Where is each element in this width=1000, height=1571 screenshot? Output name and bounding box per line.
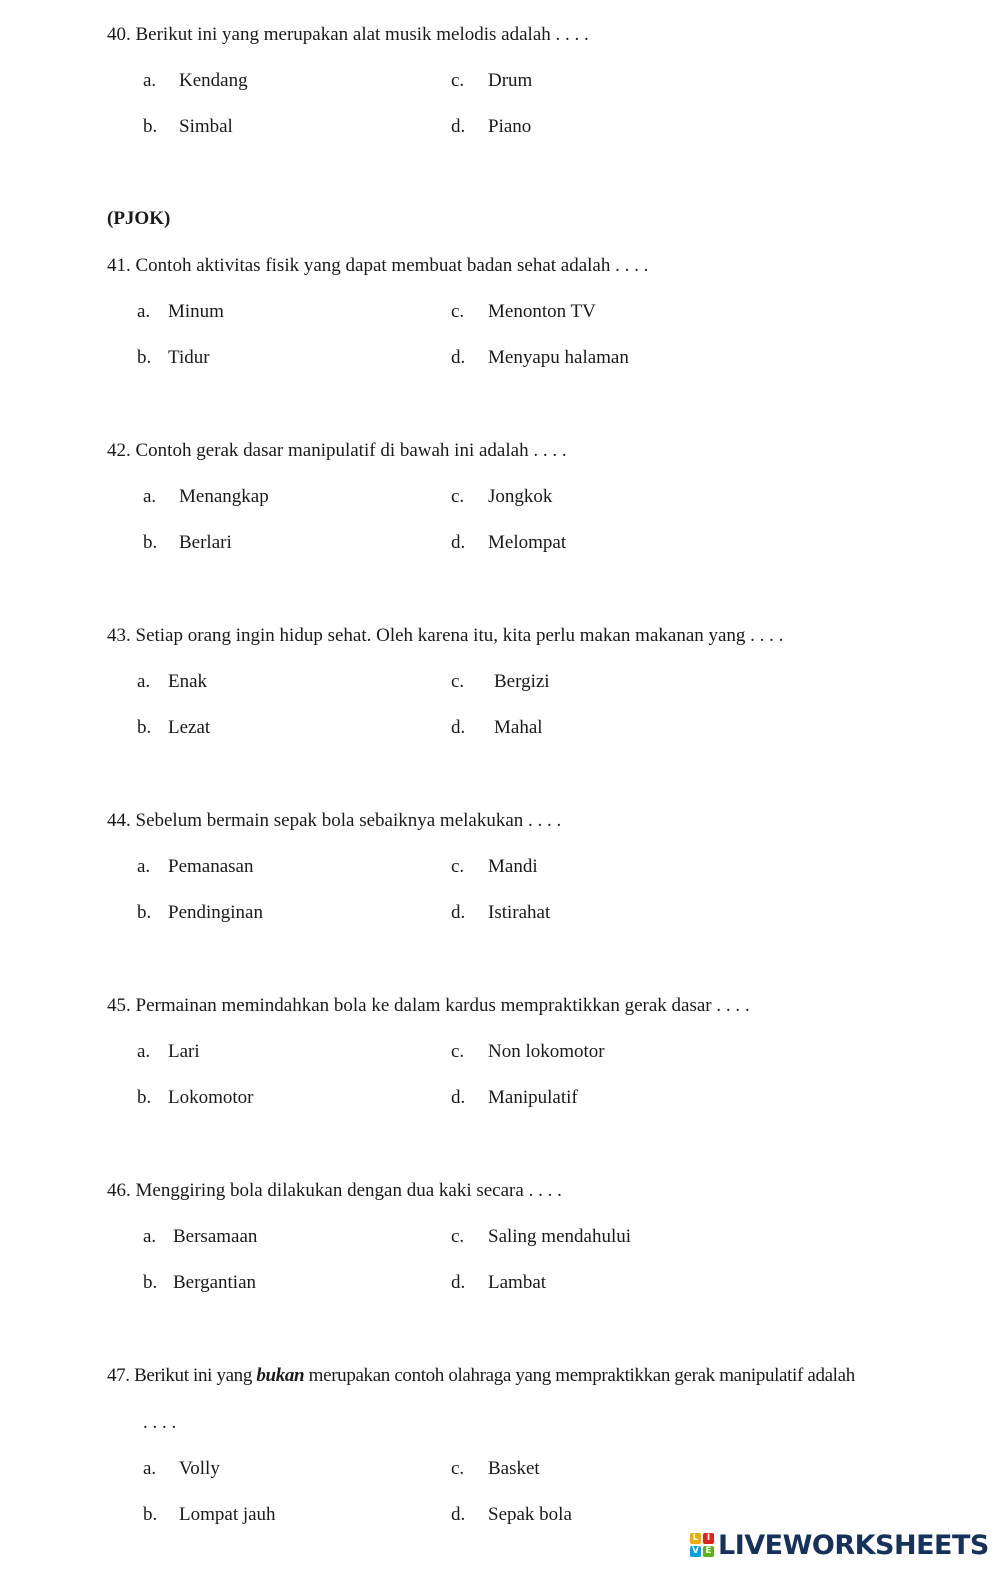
question-42-option-d[interactable] bbox=[451, 532, 566, 554]
option-text: Simbal bbox=[179, 116, 233, 137]
option-text: Bersamaan bbox=[173, 1226, 258, 1247]
logo-letter-e: E bbox=[703, 1546, 714, 1557]
question-45-text: 45. Permainan memindahkan bola ke dalam kardus mempraktikkan gerak dasar . . . . bbox=[107, 995, 750, 1016]
option-text: Lari bbox=[168, 1041, 200, 1062]
option-text: Bergantian bbox=[173, 1272, 257, 1293]
option-letter: d. bbox=[451, 902, 466, 923]
question-40-option-d[interactable] bbox=[451, 116, 531, 138]
option-text: Manipulatif bbox=[488, 1087, 578, 1108]
question-43-option-d[interactable] bbox=[451, 717, 543, 739]
question-40-option-c[interactable] bbox=[451, 70, 532, 92]
option-letter: a. bbox=[137, 856, 151, 877]
question-47-option-a[interactable] bbox=[143, 1458, 220, 1480]
question-42-text: 42. Contoh gerak dasar manipulatif di bawah ini adalah . . . . bbox=[107, 440, 567, 461]
question-41-option-d[interactable] bbox=[451, 347, 629, 369]
option-text: Sepak bola bbox=[488, 1504, 572, 1525]
option-letter: b. bbox=[143, 1272, 158, 1293]
logo-letter-v: V bbox=[690, 1546, 701, 1557]
option-letter: a. bbox=[137, 301, 151, 322]
option-letter: b. bbox=[143, 116, 158, 137]
option-text: Menonton TV bbox=[488, 301, 596, 322]
logo-letter-l: L bbox=[690, 1533, 701, 1544]
option-text: Lezat bbox=[168, 717, 211, 738]
question-45-option-c[interactable] bbox=[451, 1041, 605, 1063]
option-letter: c. bbox=[451, 856, 465, 877]
option-text: Menyapu halaman bbox=[488, 347, 629, 368]
option-letter: d. bbox=[451, 1272, 466, 1293]
question-47-option-d[interactable] bbox=[451, 1504, 572, 1526]
question-46-text: 46. Menggiring bola dilakukan dengan dua kaki secara . . . . bbox=[107, 1180, 562, 1201]
option-text: Berlari bbox=[179, 532, 232, 553]
option-text: Istirahat bbox=[488, 902, 551, 923]
option-letter: d. bbox=[451, 1087, 466, 1108]
question-40-option-a[interactable] bbox=[143, 70, 248, 92]
section-heading-pjok: (PJOK) bbox=[107, 208, 171, 229]
option-text: Saling mendahului bbox=[488, 1226, 632, 1247]
question-40-text: 40. Berikut ini yang merupakan alat musik melodis adalah . . . . bbox=[107, 24, 589, 45]
option-text: Mandi bbox=[488, 856, 538, 877]
option-letter: a. bbox=[143, 486, 157, 507]
question-41-option-b[interactable] bbox=[137, 347, 210, 369]
option-letter: a. bbox=[143, 70, 157, 91]
option-text: Non lokomotor bbox=[488, 1041, 605, 1062]
question-47-text-continuation: . . . . bbox=[143, 1412, 177, 1433]
question-44-option-c[interactable] bbox=[451, 856, 538, 878]
option-text: Pemanasan bbox=[168, 856, 254, 877]
question-45-option-b[interactable] bbox=[137, 1087, 254, 1109]
question-44-text: 44. Sebelum bermain sepak bola sebaiknya melakukan . . . . bbox=[107, 810, 562, 831]
question-46-option-d[interactable] bbox=[451, 1272, 546, 1294]
option-letter: c. bbox=[451, 301, 465, 322]
option-text: Basket bbox=[488, 1458, 540, 1479]
option-text: Lambat bbox=[488, 1272, 547, 1293]
option-letter: c. bbox=[451, 70, 465, 91]
option-text: Pendinginan bbox=[168, 902, 263, 923]
question-43-option-a[interactable] bbox=[137, 671, 207, 693]
option-letter: b. bbox=[143, 532, 158, 553]
question-42-option-c[interactable] bbox=[451, 486, 552, 508]
question-42-option-a[interactable] bbox=[143, 486, 269, 508]
option-letter: d. bbox=[451, 116, 466, 137]
question-44-option-b[interactable] bbox=[137, 902, 263, 924]
option-letter: d. bbox=[451, 347, 466, 368]
option-letter: a. bbox=[137, 671, 151, 692]
option-text: Tidur bbox=[168, 347, 210, 368]
question-42-option-b[interactable] bbox=[143, 532, 232, 554]
question-45-option-a[interactable] bbox=[137, 1041, 200, 1063]
option-letter: c. bbox=[451, 1458, 465, 1479]
option-letter: c. bbox=[451, 1226, 465, 1247]
liveworksheets-mark-icon bbox=[690, 1533, 714, 1557]
option-text: Jongkok bbox=[488, 486, 553, 507]
option-letter: b. bbox=[137, 347, 152, 368]
question-45-option-d[interactable] bbox=[451, 1087, 578, 1109]
option-letter: c. bbox=[451, 1041, 465, 1062]
question-44-option-d[interactable] bbox=[451, 902, 550, 924]
question-47-text bbox=[107, 1365, 855, 1387]
logo-letter-i: I bbox=[703, 1533, 714, 1544]
option-text: Lompat jauh bbox=[179, 1504, 276, 1525]
question-46-option-c[interactable] bbox=[451, 1226, 631, 1248]
option-letter: b. bbox=[137, 717, 152, 738]
question-47-option-b[interactable] bbox=[143, 1504, 276, 1526]
option-letter: b. bbox=[143, 1504, 158, 1525]
option-text: Piano bbox=[488, 116, 532, 137]
question-46-option-b[interactable] bbox=[143, 1272, 256, 1294]
option-letter: a. bbox=[143, 1226, 157, 1247]
question-46-option-a[interactable] bbox=[143, 1226, 257, 1248]
option-letter: c. bbox=[451, 486, 465, 507]
option-text: Drum bbox=[488, 70, 533, 91]
option-letter: a. bbox=[143, 1458, 157, 1479]
question-41-option-a[interactable] bbox=[137, 301, 224, 323]
option-letter: d. bbox=[451, 532, 466, 553]
question-41-option-c[interactable] bbox=[451, 301, 596, 323]
question-47-option-c[interactable] bbox=[451, 1458, 540, 1480]
option-text: Menangkap bbox=[179, 486, 269, 507]
option-letter: b. bbox=[137, 902, 152, 923]
option-text: Lokomotor bbox=[168, 1087, 254, 1108]
option-letter: d. bbox=[451, 717, 466, 738]
option-text: Kendang bbox=[179, 70, 248, 91]
option-text: Volly bbox=[179, 1458, 220, 1479]
option-text: Melompat bbox=[488, 532, 567, 553]
question-47-text-after: merupakan contoh olahraga yang mempraktikkan gerak manipulatif adalah bbox=[304, 1365, 855, 1386]
option-text: Mahal bbox=[494, 717, 543, 738]
question-40-option-b[interactable] bbox=[143, 116, 233, 138]
question-43-text: 43. Setiap orang ingin hidup sehat. Oleh karena itu, kita perlu makan makanan yang . . . . bbox=[107, 625, 784, 646]
question-41-text: 41. Contoh aktivitas fisik yang dapat membuat badan sehat adalah . . . . bbox=[107, 255, 649, 276]
option-text: Bergizi bbox=[494, 671, 550, 692]
liveworksheets-wordmark: LIVEWORKSHEETS bbox=[718, 1529, 989, 1561]
option-text: Enak bbox=[168, 671, 208, 692]
question-43-option-c[interactable] bbox=[451, 671, 550, 693]
liveworksheets-logo[interactable] bbox=[690, 1528, 990, 1562]
question-47-text-before: 47. Berikut ini yang bbox=[107, 1365, 257, 1386]
question-43-option-b[interactable] bbox=[137, 717, 210, 739]
option-letter: a. bbox=[137, 1041, 151, 1062]
option-letter: c. bbox=[451, 671, 465, 692]
option-letter: d. bbox=[451, 1504, 466, 1525]
option-letter: b. bbox=[137, 1087, 152, 1108]
question-47-emphasis: bukan bbox=[256, 1365, 305, 1386]
question-44-option-a[interactable] bbox=[137, 856, 253, 878]
option-text: Minum bbox=[168, 301, 224, 322]
